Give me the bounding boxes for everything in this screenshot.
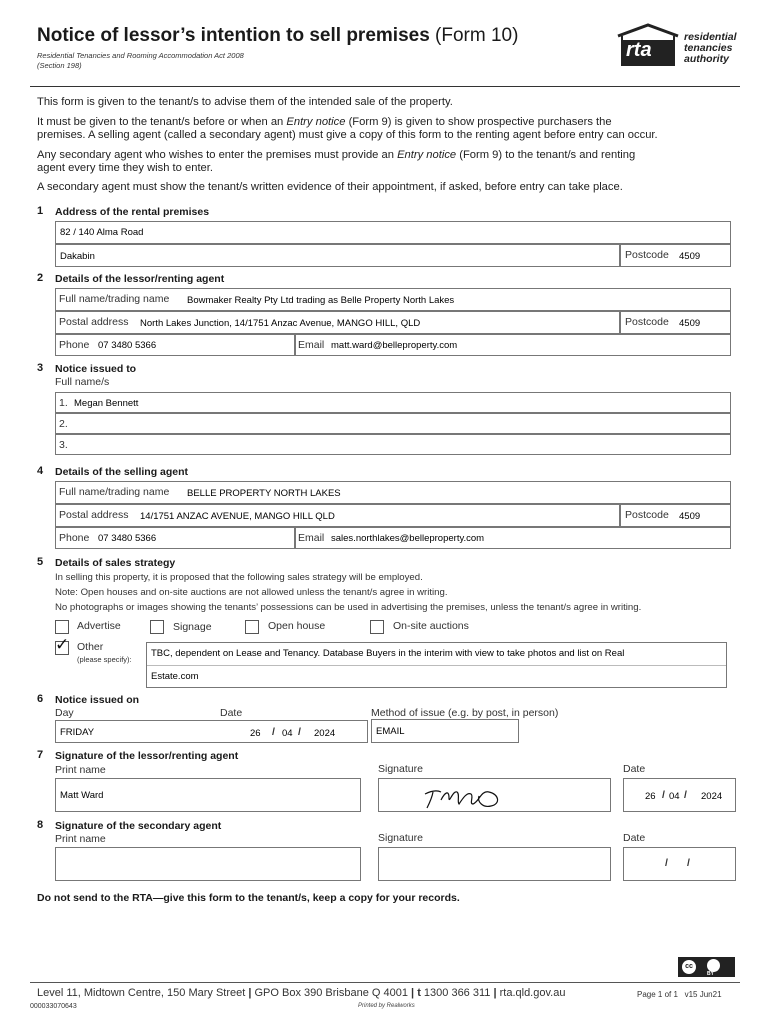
section-7-heading: Signature of the lessor/renting agent (55, 750, 239, 762)
advertise-checkbox[interactable] (55, 620, 69, 634)
lessor-signature-field[interactable] (378, 778, 611, 812)
footer-divider (30, 982, 740, 983)
signature-label: Signature (378, 832, 423, 844)
other-strategy-line-1: TBC, dependent on Lease and Tenancy. Database Buyers in the interim with view to take photos and list on Real (151, 648, 625, 659)
logo-text: residential tenancies authority (684, 31, 737, 65)
title-form-number: (Form 10) (435, 25, 519, 46)
open-house-label: Open house (268, 620, 326, 632)
s4-postcode-field[interactable] (620, 504, 731, 527)
day-label: Day (55, 707, 74, 719)
title-main: Notice of lessor’s intention to sell premises (37, 25, 430, 46)
other-label: Other (77, 641, 104, 653)
phone-label: Phone (59, 339, 90, 351)
other-strategy-divider (147, 665, 726, 666)
issue-date-month: 04 (282, 728, 293, 739)
sig-date-month: 04 (669, 791, 680, 802)
section-4-number: 4 (37, 465, 44, 477)
tenant-1-value: Megan Bennett (74, 398, 139, 409)
selling-agent-name-field[interactable] (55, 481, 731, 504)
issue-day-value: FRIDAY (60, 727, 95, 738)
checkmark-icon: ✓ (55, 635, 70, 654)
logo-abbrev: rta (626, 39, 652, 61)
postcode-label: Postcode (625, 249, 669, 261)
intro-paragraph-2-line-2: premises. A selling agent (called a secondary agent) must give a copy of this form to the renting agent before entry can occur. (37, 129, 658, 141)
onsite-auctions-label: On-site auctions (393, 620, 469, 632)
by-label: BY (707, 971, 714, 977)
signage-checkbox[interactable] (150, 620, 164, 634)
section-5-number: 5 (37, 556, 44, 568)
page-info: Page 1 of 1 v15 Jun21 (637, 990, 722, 999)
date-separator: / (665, 857, 668, 869)
full-names-label: Full name/s (55, 376, 110, 388)
strategy-note-1: In selling this property, it is proposed that the following sales strategy will be employed. (55, 572, 423, 583)
lessor-print-name-value: Matt Ward (60, 790, 104, 801)
secondary-print-name-field[interactable] (55, 847, 361, 881)
section-3-number: 3 (37, 362, 44, 374)
phone-label: Phone (59, 532, 90, 544)
tenant-2-field[interactable] (55, 413, 731, 434)
lessor-name-field[interactable] (55, 288, 731, 311)
issue-day-date-field[interactable] (55, 720, 368, 743)
address-line-field[interactable] (55, 221, 731, 244)
address-line-value: 82 / 140 Alma Road (60, 227, 144, 238)
intro-paragraph-4: A secondary agent must show the tenant/s written evidence of their appointment, if asked, before entry can take place. (37, 181, 623, 193)
suburb-field[interactable] (55, 244, 620, 267)
date-label: Date (623, 832, 646, 844)
lessor-phone-field[interactable] (55, 334, 295, 356)
email-label: Email (298, 532, 325, 544)
selling-agent-name-value: BELLE PROPERTY NORTH LAKES (187, 488, 341, 499)
postcode-label: Postcode (625, 316, 669, 328)
lessor-print-name-field[interactable] (55, 778, 361, 812)
postcode-value: 4509 (679, 318, 701, 329)
act-section: (Section 198) (37, 61, 82, 70)
act-reference (37, 51, 244, 71)
strategy-note-3: No photographs or images showing the tenants’ possessions can be used in advertising the premises, unless the tenant/s agree in writing. (55, 602, 642, 613)
selling-agent-postal-field[interactable] (55, 504, 620, 527)
section-5-heading: Details of sales strategy (55, 557, 176, 569)
tenant-3-field[interactable] (55, 434, 731, 455)
lessor-name-value: Bowmaker Realty Pty Ltd trading as Belle Property North Lakes (187, 295, 455, 306)
section-2-heading: Details of the lessor/renting agent (55, 273, 225, 285)
selling-agent-phone-value: 07 3480 5366 (98, 533, 157, 544)
footer-contact: Level 11, Midtown Centre, 150 Mary Street | GPO Box 390 Brisbane Q 4001 | t 1300 366 311 | rta.qld.gov.au (37, 987, 566, 999)
tenant-1-field[interactable] (55, 392, 731, 413)
signage-label: Signage (173, 621, 212, 633)
tenant-3-number: 3. (59, 439, 68, 451)
creative-commons-badge (678, 957, 735, 977)
name-label: Full name/trading name (59, 293, 170, 305)
secondary-signature-field[interactable] (378, 847, 611, 881)
date-separator: / (298, 726, 301, 738)
lessor-postal-field[interactable] (55, 311, 620, 334)
onsite-auctions-checkbox[interactable] (370, 620, 384, 634)
lessor-phone-value: 07 3480 5366 (98, 340, 157, 351)
tenant-2-number: 2. (59, 418, 68, 430)
issue-date-day: 26 (250, 728, 261, 739)
act-name: Residential Tenancies and Rooming Accommodation Act 2008 (37, 51, 244, 60)
date-separator: / (687, 857, 690, 869)
section-1-number: 1 (37, 205, 44, 217)
selling-agent-email-field[interactable] (295, 527, 731, 549)
s1-postcode-field[interactable] (620, 244, 731, 267)
lessor-email-field[interactable] (295, 334, 731, 356)
strategy-note-2: Note: Open houses and on-site auctions are not allowed unless the tenant/s agree in writing. (55, 587, 448, 598)
intro-paragraph-2: It must be given to the tenant/s before or when an Entry notice (Form 9) is given to show prospective purchasers the (37, 116, 612, 128)
date-separator: / (272, 726, 275, 738)
lessor-postal-value: North Lakes Junction, 14/1751 Anzac Avenue, MANGO HILL, QLD (140, 318, 421, 329)
postal-label: Postal address (59, 316, 129, 328)
other-specify-label: (please specify): (77, 655, 132, 664)
sig-date-day: 26 (645, 791, 656, 802)
rta-logo (612, 22, 742, 72)
postal-label: Postal address (59, 509, 129, 521)
cc-icon: cc (682, 960, 696, 974)
suburb-value: Dakabin (60, 251, 95, 262)
section-3-heading: Notice issued to (55, 363, 137, 375)
intro-paragraph-1: This form is given to the tenant/s to advise them of the intended sale of the property. (37, 96, 453, 108)
section-8-number: 8 (37, 819, 44, 831)
other-strategy-line-2: Estate.com (151, 671, 199, 682)
postcode-label: Postcode (625, 509, 669, 521)
method-label: Method of issue (e.g. by post, in person) (371, 707, 559, 719)
date-separator: / (662, 789, 665, 801)
method-of-issue-field[interactable] (371, 719, 519, 743)
section-1-heading: Address of the rental premises (55, 206, 210, 218)
section-2-number: 2 (37, 272, 44, 284)
section-4-heading: Details of the selling agent (55, 466, 189, 478)
name-label: Full name/trading name (59, 486, 170, 498)
postcode-value: 4509 (679, 251, 701, 262)
section-6-heading: Notice issued on (55, 694, 140, 706)
tenant-1-number: 1. (59, 397, 68, 409)
date-label: Date (220, 707, 243, 719)
date-label: Date (623, 763, 646, 775)
issue-date-year: 2024 (314, 728, 336, 739)
signature-label: Signature (378, 763, 423, 775)
method-value: EMAIL (376, 726, 405, 737)
s2-postcode-field[interactable] (620, 311, 731, 334)
lessor-email-value: matt.ward@belleproperty.com (331, 340, 458, 351)
intro-paragraph-3-line-2: agent every time they wish to enter. (37, 162, 213, 174)
form-title (37, 25, 518, 47)
section-7-number: 7 (37, 749, 44, 761)
printed-by: Printed by Realworks (358, 1003, 415, 1009)
section-8-heading: Signature of the secondary agent (55, 820, 222, 832)
selling-agent-email-value: sales.northlakes@belleproperty.com (331, 533, 485, 544)
sig-date-year: 2024 (701, 791, 723, 802)
print-name-label: Print name (55, 833, 106, 845)
advertise-label: Advertise (77, 620, 121, 632)
lessor-signature-date-field[interactable] (623, 778, 736, 812)
selling-agent-phone-field[interactable] (55, 527, 295, 549)
form-code: 000033070643 (30, 1003, 77, 1010)
header-divider (30, 86, 740, 87)
print-name-label: Print name (55, 764, 106, 776)
postcode-value: 4509 (679, 511, 701, 522)
selling-agent-postal-value: 14/1751 ANZAC AVENUE, MANGO HILL QLD (140, 511, 335, 522)
date-separator: / (684, 789, 687, 801)
handwritten-signature (419, 782, 509, 810)
closing-instruction: Do not send to the RTA—give this form to the tenant/s, keep a copy for your records. (37, 892, 460, 904)
intro-paragraph-3: Any secondary agent who wishes to enter the premises must provide an Entry notice (Form 9) to the tenant/s and renting (37, 149, 636, 161)
secondary-signature-date-field[interactable] (623, 847, 736, 881)
open-house-checkbox[interactable] (245, 620, 259, 634)
section-6-number: 6 (37, 693, 44, 705)
other-strategy-field[interactable] (146, 642, 727, 688)
email-label: Email (298, 339, 325, 351)
